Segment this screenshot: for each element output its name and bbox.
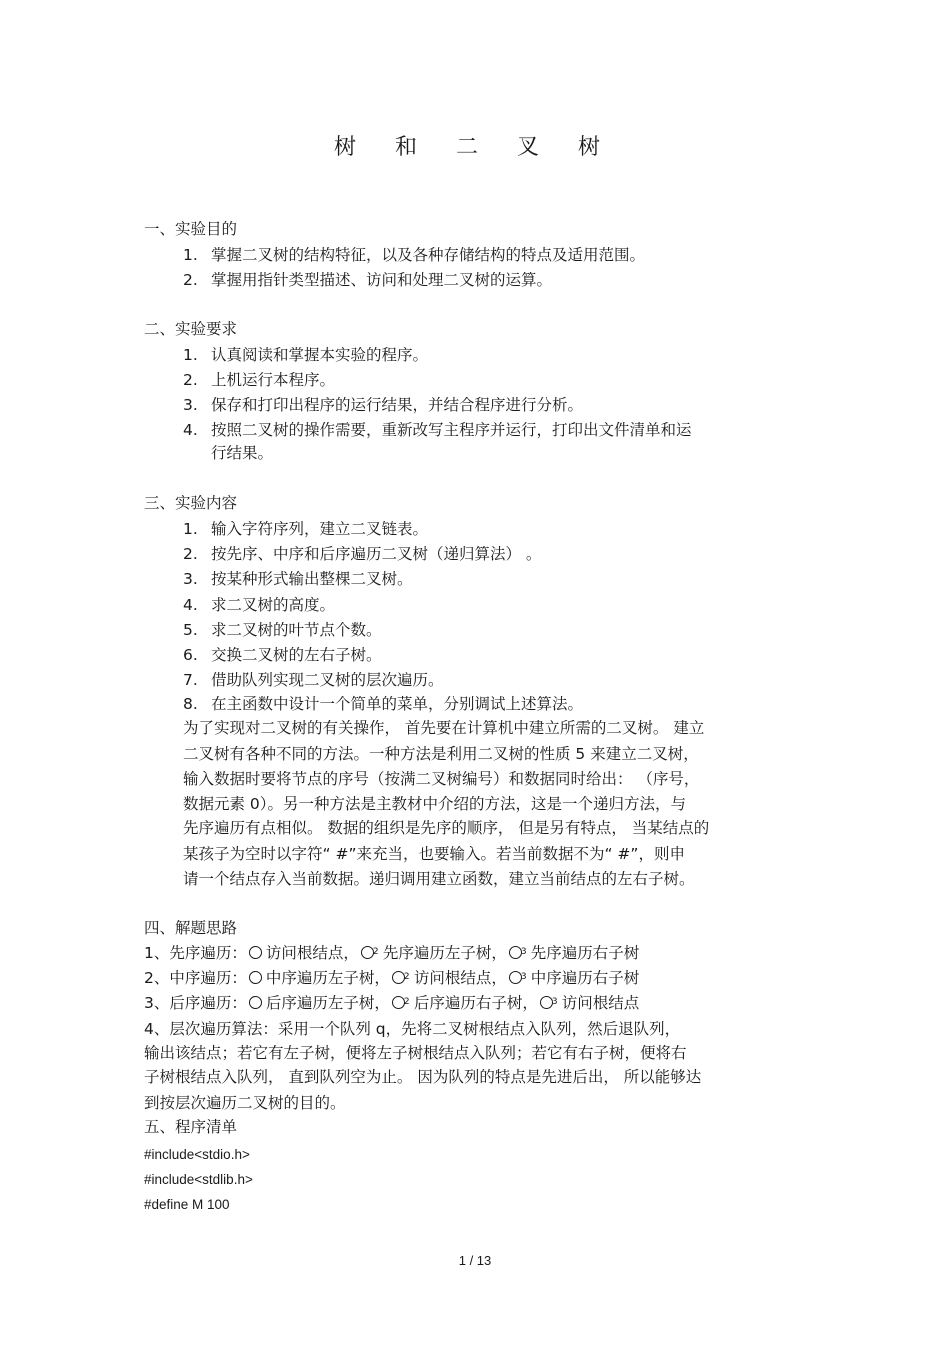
list-text: 交换二叉树的左右子树。 (211, 646, 382, 664)
list-number: 1. (183, 246, 198, 264)
list-number: 6. (183, 646, 198, 664)
list-text: 保存和打印出程序的运行结果，并结合程序进行分析。 (211, 396, 584, 414)
list-item (183, 420, 692, 440)
list-number: 4. (183, 421, 198, 439)
list-text: 按某种形式输出整棵二叉树。 (211, 570, 413, 588)
section-heading: 一、实验目的 (144, 220, 238, 238)
traversal-row (144, 993, 639, 1013)
traversal-step: 后序遍历左子树， (265, 994, 390, 1012)
section-heading: 五、程序清单 (144, 1118, 238, 1136)
circle-number-icon (249, 996, 262, 1009)
traversal-step: 访问根结点， (265, 944, 359, 962)
list-text: 掌握二叉树的结构特征，以及各种存储结构的特点及适用范围。 (211, 246, 646, 264)
traversal-step: 中序遍历右子树 (530, 969, 640, 987)
section-heading: 四、解题思路 (144, 919, 238, 937)
list-text: 求二叉树的叶节点个数。 (211, 621, 382, 639)
list-item (183, 270, 552, 290)
traversal-step: 后序遍历右子树， (413, 994, 538, 1012)
list-number: 7. (183, 671, 198, 689)
traversal-step: 中序遍历左子树， (265, 969, 390, 987)
paragraph-line: 数据元素 0）。另一种方法是主教材中介绍的方法，这是一个递归方法，与 (183, 795, 687, 813)
circle-number-icon (249, 946, 262, 959)
paragraph-line: 请一个结点存入当前数据。递归调用建立函数，建立当前结点的左右子树。 (183, 870, 695, 888)
list-text: 掌握用指针类型描述、访问和处理二叉树的运算。 (211, 271, 553, 289)
paragraph-line: 先序遍历有点相似。 数据的组织是先序的顺序， 但是另有特点， 当某结点的 (183, 819, 710, 837)
list-number: 2. (183, 271, 198, 289)
list-item (183, 544, 541, 564)
paragraph-line: 子树根结点入队列， 直到队列空为止。 因为队列的特点是先进后出， 所以能够达 (144, 1068, 702, 1086)
list-number: 1. (183, 520, 198, 538)
list-item (183, 569, 413, 589)
paragraph-line: 为了实现对二叉树的有关操作， 首先要在计算机中建立所需的二叉树。 建立 (183, 719, 705, 737)
traversal-step: 访问根结点， (413, 969, 507, 987)
list-item (183, 345, 428, 365)
circle-number-icon: 3 (509, 946, 522, 959)
code-line: #include<stdlib.h> (144, 1172, 253, 1187)
page-title: 树 和 二 叉 树 (334, 135, 616, 160)
paragraph-line: 输出该结点；若它有左子树，便将左子树根结点入队列；若它有右子树，便将右 (144, 1044, 687, 1062)
list-item (183, 694, 583, 714)
circle-number-icon: 2 (392, 971, 405, 984)
paragraph-line: 某孩子为空时以字符“ #”来充当，也要输入。若当前数据不为“ #”，则申 (183, 845, 685, 863)
traversal-step: 先序遍历右子树 (530, 944, 640, 962)
circle-number-icon: 3 (509, 971, 522, 984)
list-number: 1. (183, 346, 198, 364)
list-item (183, 670, 444, 690)
traversal-label: 1、先序遍历： (144, 944, 247, 962)
circle-number-icon (249, 971, 262, 984)
list-text: 求二叉树的高度。 (211, 596, 336, 614)
traversal-step: 先序遍历左子树， (382, 944, 507, 962)
list-number: 5. (183, 621, 198, 639)
page-number: 1 / 13 (458, 1253, 492, 1268)
list-number: 8. (183, 695, 198, 713)
paragraph-line: 二叉树有各种不同的方法。一种方法是利用二叉树的性质 5 来建立二叉树， (183, 745, 699, 763)
list-item (183, 645, 382, 665)
list-item (183, 519, 428, 539)
list-text: 上机运行本程序。 (211, 371, 336, 389)
traversal-step: 访问根结点 (561, 994, 640, 1012)
code-line: #define M 100 (144, 1197, 230, 1212)
list-number: 3. (183, 570, 198, 588)
traversal-row (144, 943, 639, 963)
section-heading: 三、实验内容 (144, 494, 238, 512)
list-text: 认真阅读和掌握本实验的程序。 (211, 346, 429, 364)
circle-number-icon: 3 (540, 996, 553, 1009)
list-item (183, 245, 645, 265)
section-heading: 二、实验要求 (144, 320, 238, 338)
paragraph-line: 4、层次遍历算法：采用一个队列 q，先将二叉树根结点入队列，然后退队列， (144, 1020, 681, 1038)
list-item (183, 370, 335, 390)
traversal-label: 3、后序遍历： (144, 994, 247, 1012)
list-number: 2. (183, 371, 198, 389)
list-item-continuation: 行结果。 (211, 444, 274, 462)
list-item (183, 620, 382, 640)
circle-number-icon: 2 (392, 996, 405, 1009)
list-text: 在主函数中设计一个简单的菜单，分别调试上述算法。 (211, 695, 584, 713)
list-text: 按先序、中序和后序遍历二叉树（递归算法） 。 (211, 545, 542, 563)
list-item (183, 595, 335, 615)
list-number: 3. (183, 396, 198, 414)
list-number: 4. (183, 596, 198, 614)
list-text: 输入字符序列，建立二叉链表。 (211, 520, 429, 538)
list-number: 2. (183, 545, 198, 563)
traversal-label: 2、中序遍历： (144, 969, 247, 987)
paragraph-line: 到按层次遍历二叉树的目的。 (144, 1094, 346, 1112)
list-text: 按照二叉树的操作需要，重新改写主程序并运行，打印出文件清单和运 (211, 421, 692, 439)
paragraph-line: 输入数据时要将节点的序号（按满二叉树编号）和数据同时给出： （序号， (183, 770, 700, 788)
list-item (183, 395, 583, 415)
list-text: 借助队列实现二叉树的层次遍历。 (211, 671, 444, 689)
circle-number-icon: 2 (361, 946, 374, 959)
traversal-row (144, 968, 639, 988)
code-line: #include<stdio.h> (144, 1147, 250, 1162)
